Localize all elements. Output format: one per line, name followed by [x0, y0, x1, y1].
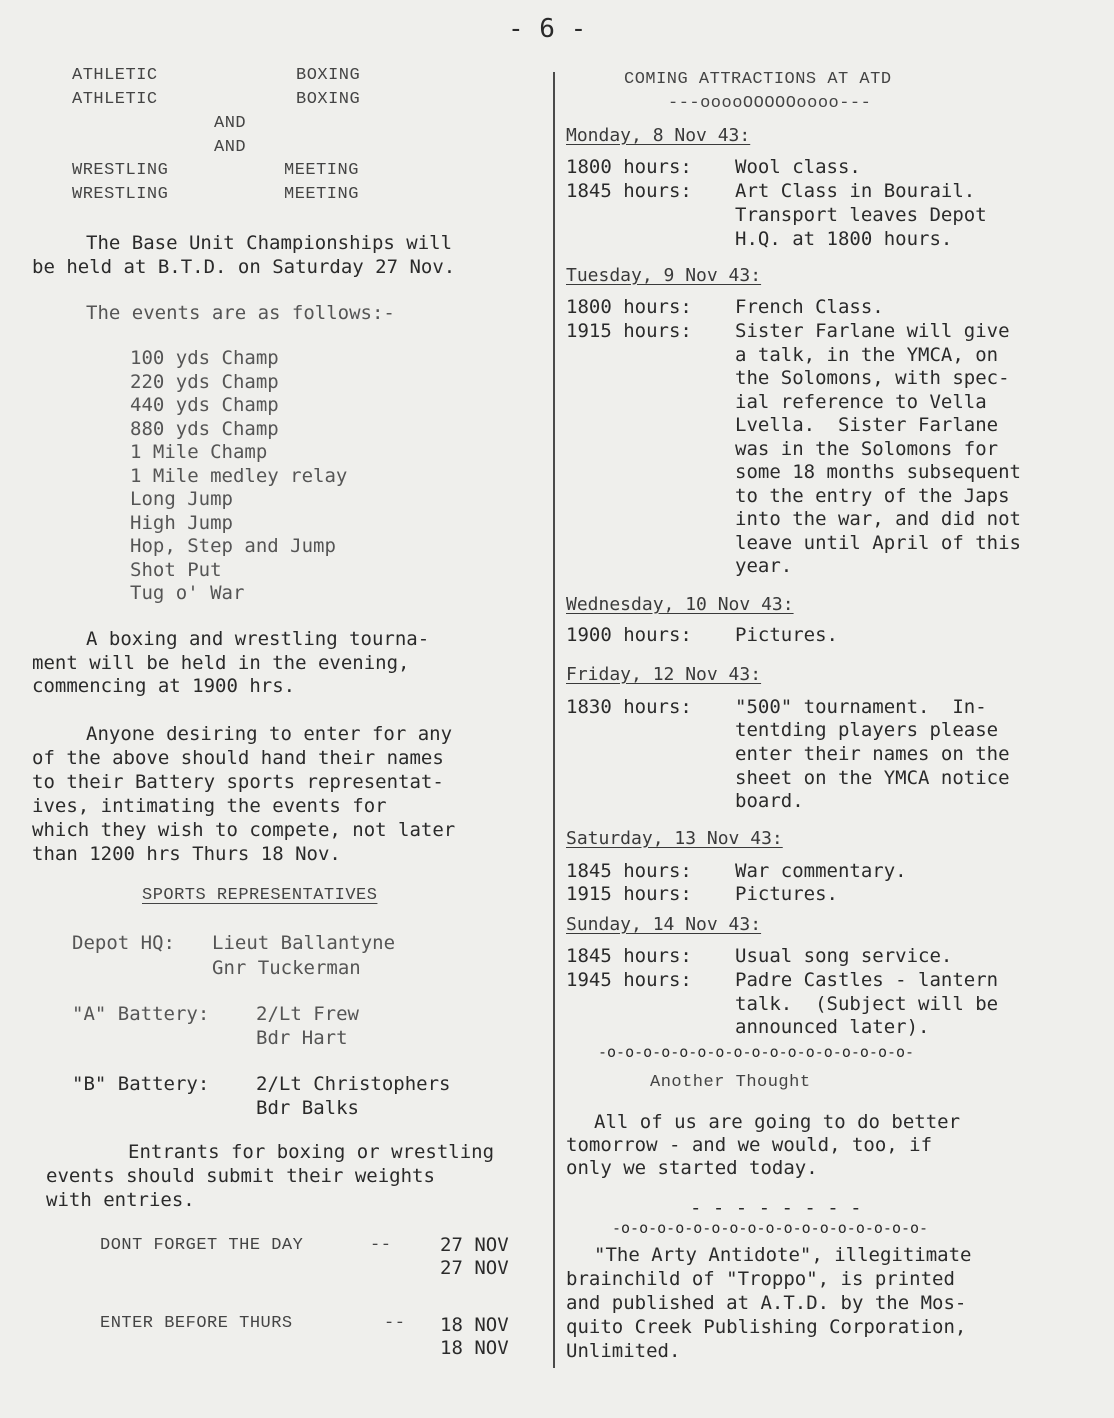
entry-line: of the above should hand their names [32, 747, 444, 769]
page-number: - 6 - [508, 14, 587, 44]
title-boxing: BOXING [296, 66, 361, 85]
thought-line: tomorrow - and we would, too, if [566, 1134, 933, 1156]
reminder-date: 27 NOV [440, 1257, 509, 1279]
event-item: Long Jump [130, 488, 233, 510]
event-desc: a talk, in the YMCA, on [735, 344, 999, 366]
event-desc: Wool class. [735, 156, 861, 178]
thought-line: only we started today. [566, 1157, 818, 1179]
rep-label: Depot HQ: [72, 932, 175, 954]
event-desc: War commentary. [735, 860, 907, 882]
reps-heading: SPORTS REPRESENTATIVES [142, 886, 378, 905]
reminder-text: DONT FORGET THE DAY [100, 1236, 304, 1255]
event-item: High Jump [130, 512, 233, 534]
event-time: 1800 hours: [566, 156, 692, 178]
event-desc: tentding players please [735, 719, 999, 741]
title-wrestling: WRESTLING [72, 161, 169, 180]
reminder-text: ENTER BEFORE THURS [100, 1314, 293, 1333]
rep-label: "B" Battery: [72, 1073, 210, 1095]
event-desc: French Class. [735, 296, 884, 318]
entry-line: which they wish to compete, not later [32, 819, 456, 841]
rep-name: Bdr Hart [256, 1027, 348, 1049]
event-time: 1945 hours: [566, 969, 692, 991]
entry-line: Anyone desiring to enter for any [86, 723, 453, 745]
colophon-line: brainchild of "Troppo", is printed [566, 1268, 955, 1290]
title-meeting: MEETING [284, 161, 359, 180]
event-item: 1 Mile Champ [130, 441, 268, 463]
rep-name: 2/Lt Frew [256, 1003, 359, 1025]
title-wrestling: WRESTLING [72, 185, 169, 204]
attractions-title: COMING ATTRACTIONS AT ATD [624, 70, 892, 89]
event-item: 220 yds Champ [130, 371, 279, 393]
title-ornament: ---ooooOOOOOoooo--- [668, 94, 872, 113]
reminder-date: 18 NOV [440, 1314, 509, 1336]
intro-line: be held at B.T.D. on Saturday 27 Nov. [32, 256, 456, 278]
separator: -o-o-o-o-o-o-o-o-o-o-o-o-o-o-o-o-o- [612, 1219, 929, 1237]
event-desc: board. [735, 790, 804, 812]
event-desc: into the war, and did not [735, 508, 1021, 530]
event-time: 1915 hours: [566, 883, 692, 905]
event-time: 1830 hours: [566, 696, 692, 718]
thought-heading: Another Thought [650, 1073, 811, 1092]
event-desc: Transport leaves Depot [735, 204, 987, 226]
day-heading-sunday: Sunday, 14 Nov 43: [566, 914, 762, 935]
weights-line: with entries. [46, 1189, 195, 1211]
column-divider [553, 72, 555, 1368]
colophon-line: Unlimited. [566, 1340, 681, 1362]
event-desc: H.Q. at 1800 hours. [735, 228, 953, 250]
event-desc: was in the Solomons for [735, 438, 999, 460]
event-time: 1845 hours: [566, 860, 692, 882]
event-item: Shot Put [130, 559, 222, 581]
day-heading-saturday: Saturday, 13 Nov 43: [566, 828, 783, 849]
reminder-date: 18 NOV [440, 1337, 509, 1359]
weights-line: Entrants for boxing or wrestling [128, 1141, 495, 1163]
event-time: 1845 hours: [566, 945, 692, 967]
event-time: 1915 hours: [566, 320, 692, 342]
title-athletic: ATHLETIC [72, 66, 158, 85]
event-time: 1845 hours: [566, 180, 692, 202]
event-desc: Lvella. Sister Farlane [735, 414, 999, 436]
event-desc: Sister Farlane will give [735, 320, 1010, 342]
event-desc: Art Class in Bourail. [735, 180, 976, 202]
event-item: 100 yds Champ [130, 347, 279, 369]
event-item: 440 yds Champ [130, 394, 279, 416]
entry-line: ives, intimating the events for [32, 795, 387, 817]
tournament-line: commencing at 1900 hrs. [32, 675, 296, 697]
day-heading-monday: Monday, 8 Nov 43: [566, 125, 751, 146]
rep-name: Gnr Tuckerman [212, 957, 361, 979]
event-desc: talk. (Subject will be [735, 993, 999, 1015]
event-desc: Pictures. [735, 883, 838, 905]
reminder-date: 27 NOV [440, 1234, 509, 1256]
entry-line: than 1200 hrs Thurs 18 Nov. [32, 843, 341, 865]
tournament-line: ment will be held in the evening, [32, 652, 410, 674]
event-desc: Usual song service. [735, 945, 953, 967]
day-heading-friday: Friday, 12 Nov 43: [566, 664, 762, 685]
event-desc: the Solomons, with spec- [735, 367, 1010, 389]
title-meeting: MEETING [284, 185, 359, 204]
event-time: 1900 hours: [566, 624, 692, 646]
entry-line: to their Battery sports representat- [32, 771, 444, 793]
event-desc: announced later). [735, 1016, 930, 1038]
reminder-dash: -- [384, 1314, 406, 1333]
event-desc: "500" tournament. In- [735, 696, 987, 718]
event-desc: sheet on the YMCA notice [735, 767, 1010, 789]
colophon-line: "The Arty Antidote", illegitimate [594, 1244, 972, 1266]
title-athletic: ATHLETIC [72, 90, 158, 109]
day-heading-tuesday: Tuesday, 9 Nov 43: [566, 265, 762, 286]
rep-label: "A" Battery: [72, 1003, 210, 1025]
event-desc: ial reference to Vella [735, 391, 987, 413]
intro-line: The Base Unit Championships will [86, 232, 453, 254]
day-heading-wednesday: Wednesday, 10 Nov 43: [566, 594, 794, 615]
tournament-line: A boxing and wrestling tourna- [86, 628, 430, 650]
events-intro: The events are as follows:- [86, 302, 395, 324]
event-item: Hop, Step and Jump [130, 535, 336, 557]
title-boxing: BOXING [296, 90, 361, 109]
colophon-line: and published at A.T.D. by the Mos- [566, 1292, 967, 1314]
event-desc: year. [735, 555, 793, 577]
event-desc: some 18 months subsequent [735, 461, 1021, 483]
event-item: 1 Mile medley relay [130, 465, 348, 487]
rep-name: Lieut Ballantyne [212, 932, 396, 954]
event-desc: to the entry of the Japs [735, 485, 1010, 507]
colophon-line: quito Creek Publishing Corporation, [566, 1316, 967, 1338]
separator: -o-o-o-o-o-o-o-o-o-o-o-o-o-o-o-o-o- [598, 1043, 915, 1061]
thought-line: All of us are going to do better [594, 1111, 961, 1133]
event-desc: Pictures. [735, 624, 838, 646]
weights-line: events should submit their weights [46, 1165, 435, 1187]
event-item: Tug o' War [130, 582, 245, 604]
rep-name: Bdr Balks [256, 1097, 359, 1119]
event-time: 1800 hours: [566, 296, 692, 318]
reminder-dash: -- [370, 1236, 392, 1255]
event-desc: leave until April of this [735, 532, 1021, 554]
dash-divider: - - - - - - - - [690, 1197, 862, 1219]
rep-name: 2/Lt Christophers [256, 1073, 451, 1095]
event-desc: enter their names on the [735, 743, 1010, 765]
event-desc: Padre Castles - lantern [735, 969, 999, 991]
event-item: 880 yds Champ [130, 418, 279, 440]
title-and: AND [214, 138, 247, 157]
title-and: AND [214, 114, 247, 133]
